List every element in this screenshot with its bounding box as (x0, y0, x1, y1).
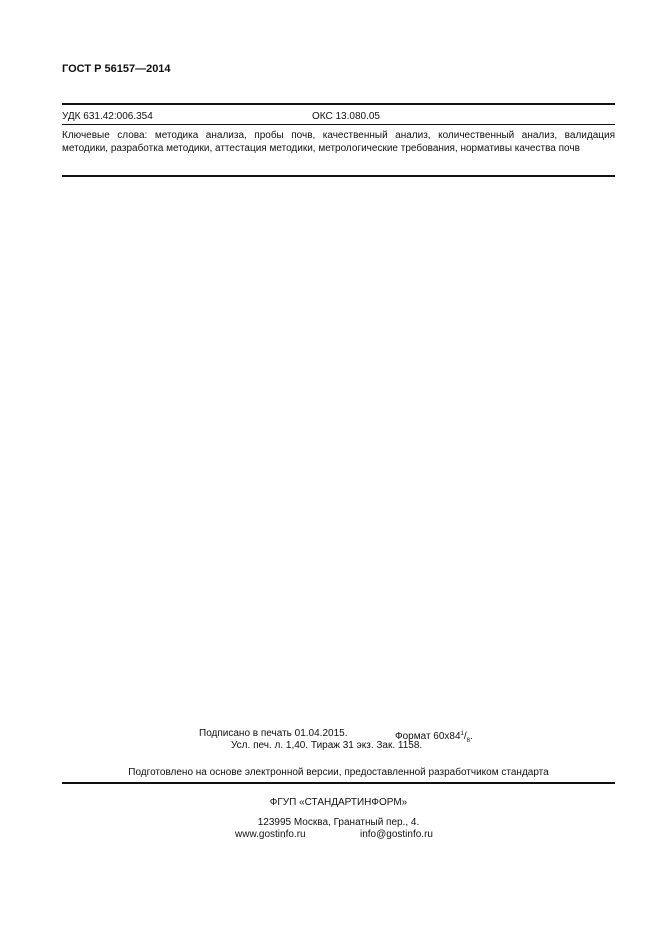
paper-format: Формат $60х84^1/_8$. (395, 731, 473, 744)
publisher-website: www.gostinfo.ru (235, 829, 306, 840)
udk-code: УДК 631.42:006.354 (62, 111, 153, 122)
prepared-note: Подготовлено на основе электронной версии, предоставленной разработчиком стандарта (128, 767, 549, 778)
publisher-name: ФГУП «СТАНДАРТИНФОРМ» (269, 797, 408, 808)
standard-code: ГОСТ Р 56157—2014 (62, 63, 171, 75)
top-divider (62, 103, 615, 105)
imprint-details: Усл. печ. л. 1,40. Тираж 31 экз. Зак. 1158. (231, 740, 423, 751)
imprint-line-1 (199, 728, 473, 744)
keywords-block (62, 129, 615, 155)
bottom-divider (62, 782, 615, 784)
publisher-email: info@gostinfo.ru (360, 829, 433, 840)
publisher-address: 123995 Москва, Гранатный пер., 4. (257, 817, 420, 828)
signed-date: Подписано в печать 01.04.2015. (199, 728, 348, 739)
keywords-divider (62, 175, 615, 177)
classification-divider (62, 124, 615, 125)
keywords-text: Ключевые слова: методика анализа, пробы почв, качественный анализ, количественный анализ, валидация методики, разработка методики, аттестация методики, метрологические требования, нормативы качества почв (62, 130, 615, 154)
oks-code: ОКС 13.080.05 (312, 111, 380, 122)
